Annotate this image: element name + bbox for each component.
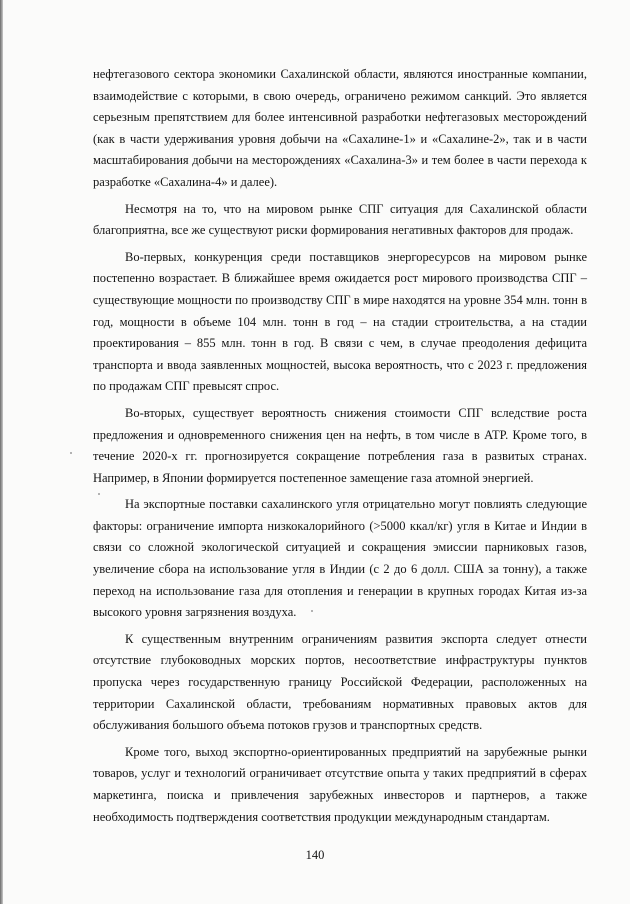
paragraph-competition: Во-первых, конкуренция среди поставщиков энергоресурсов на мировом рынке постепенно возрастает. В ближайшее время ожидается рост мирового производства СПГ – существующие мощности по производству СПГ в мире находятся на уровне 354 млн. тонн в год, мощности в объеме 104 млн. тонн в год – на стадии строительства, а на стадии проектирования – 855 млн. тонн в год. В связи с чем, в случае преодоления дефицита транспорта и ввода заявленных мощностей, высока вероятность, что с 2023 г. предложения по продажам СПГ превысят спрос. xyxy=(93,249,587,394)
page-number: 140 xyxy=(305,848,325,862)
scan-speck xyxy=(70,452,72,454)
body-text xyxy=(93,64,587,833)
paragraph-lng-market: Несмотря на то, что на мировом рынке СПГ ситуация для Сахалинской области благоприятна, все же существуют риски формирования негативных факторов для продаж. xyxy=(93,201,587,238)
paragraph-price-decline: Во-вторых, существует вероятность снижения стоимости СПГ вследствие роста предложения и одновременного снижения цен на нефть, в том числе в АТР. Кроме того, в течение 2020-х гг. прогнозируется сокращение потребления газа в развитых странах. Например, в Японии формируется постепенное замещение газа атомной энергией. xyxy=(93,405,587,485)
paragraph-internal-constraints: К существенным внутренним ограничениям развития экспорта следует отнести отсутствие глубоководных морских портов, несоответствие инфраструктуры пунктов пропуска через государственную границу Российской Федерации, расположенных на территории Сахалинской области, требованиям нормативных правовых актов для обслуживания большого объема потоков грузов и транспортных средств. xyxy=(93,631,587,733)
paragraph-coal-exports: На экспортные поставки сахалинского угля отрицательно могут повлиять следующие факторы: ограничение импорта низкокалорийного (>5000 ккал/кг) угля в Китае и Индии в связи со сложной экологической ситуацией и сокращения эмиссии парниковых газов, увеличение сбора на использование угля в Индии (с 2 до 6 долл. США за тонну), а также переход на использование газа для отопления и генерации в крупных городах Китая из-за высокого уровня загрязнения воздуха. xyxy=(93,497,587,620)
paragraph-export-experience: Кроме того, выход экспортно-ориентированных предприятий на зарубежные рынки товаров, услуг и технологий ограничивает отсутствие опыта у таких предприятий в сферах маркетинга, поиска и привлечения зарубежных инвесторов и партнеров, а также необходимость подтверждения соответствия продукции международным стандартам. xyxy=(93,744,587,824)
scan-speck xyxy=(98,493,100,495)
paragraph-continuation: нефтегазового сектора экономики Сахалинской области, являются иностранные компании, взаимодействие с которыми, в свою очередь, ограничено режимом санкций. Это является серьезным препятствием для более интенсивной разработки нефтегазовых месторождений (как в части удерживания уровня добычи на «Сахалине-1» и «Сахалине-2», так и в части масштабирования добычи на месторождениях «Сахалина-3» и тем более в части перехода к разработке «Сахалина-4» и далее). xyxy=(93,67,587,189)
scan-speck xyxy=(311,610,313,612)
scan-edge-shadow xyxy=(0,0,3,904)
